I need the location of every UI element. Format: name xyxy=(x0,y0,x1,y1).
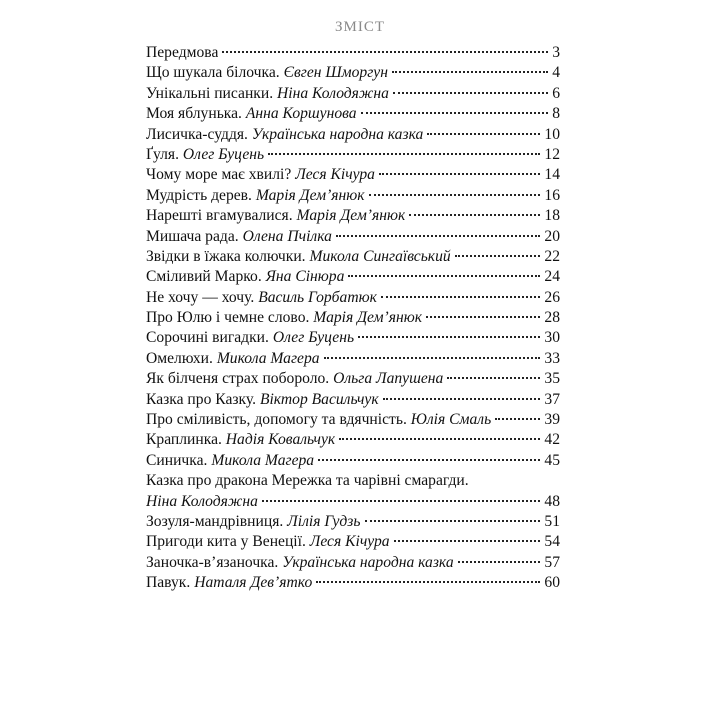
dot-leader xyxy=(458,561,541,563)
toc-entry-author: Леся Кічура xyxy=(309,533,390,551)
toc-entry-page: 10 xyxy=(544,125,560,143)
toc-entry-title: Як білченя страх побороло. xyxy=(146,370,334,388)
toc-entry-line1 xyxy=(146,471,560,491)
dot-leader xyxy=(339,438,540,440)
toc-entry-title: Мишача рада. xyxy=(146,227,243,245)
toc-entry-author: Ніна Колодяжна xyxy=(277,84,389,102)
toc-entry-page: 8 xyxy=(552,105,560,123)
toc-entry-page: 28 xyxy=(544,309,560,327)
toc-entry-title: Не хочу — хочу. xyxy=(146,288,259,306)
toc-entry-title: Про Юлю і чемне слово. xyxy=(146,309,314,327)
dot-leader xyxy=(336,235,541,237)
dot-leader xyxy=(381,296,541,298)
toc-entry xyxy=(146,349,560,369)
toc-entry xyxy=(146,430,560,450)
dot-leader xyxy=(348,275,540,277)
toc-entry-title: Казка про дракона Мережка та чарівні смарагди. xyxy=(146,472,469,490)
toc-entry-text xyxy=(146,410,491,430)
toc-entry-text xyxy=(146,492,258,512)
toc-entry-page: 51 xyxy=(544,512,560,530)
toc-entry-author: Микола Магера xyxy=(216,349,320,367)
toc-entry-title: Пригоди кита у Венеції. xyxy=(146,533,310,551)
toc-entry-page: 14 xyxy=(544,166,560,184)
dot-leader xyxy=(392,71,548,73)
dot-leader xyxy=(318,459,540,461)
dot-leader xyxy=(316,581,540,583)
toc-entry xyxy=(146,390,560,410)
dot-leader xyxy=(365,520,541,522)
toc-entry-title: Краплинка. xyxy=(146,431,226,449)
toc-entry-title: Сміливий Марко. xyxy=(146,268,266,286)
toc-entry-author: Ольга Лапушена xyxy=(333,370,444,388)
dot-leader xyxy=(394,540,541,542)
toc-entry-page: 12 xyxy=(544,145,560,163)
toc-entry-author: Леся Кічура xyxy=(295,166,375,184)
toc-entry-title: Сорочині вигадки. xyxy=(146,329,273,347)
toc-entry-page: 35 xyxy=(544,370,560,388)
dot-leader xyxy=(268,153,540,155)
toc-entry-author: Надія Ковальчук xyxy=(225,431,336,449)
toc-entry xyxy=(146,227,560,247)
toc-entry-text xyxy=(146,104,357,124)
toc-entry-author: Ніна Колодяжна xyxy=(146,492,258,510)
toc-entry-page: 60 xyxy=(544,574,560,592)
page-title: ЗМІСТ xyxy=(334,19,385,35)
toc-entry xyxy=(146,84,560,104)
toc-entry-title: Нарешті вгамувалися. xyxy=(146,207,297,225)
toc-entry-author: Василь Горбатюк xyxy=(258,288,377,306)
dot-leader xyxy=(262,500,540,502)
toc-entry-text xyxy=(146,227,332,247)
toc-entry-title: Павук. xyxy=(146,574,195,592)
toc-entry xyxy=(146,206,560,226)
toc-entry-page: 57 xyxy=(544,553,560,571)
toc-entry-text xyxy=(146,532,390,552)
toc-entry-text xyxy=(146,43,218,63)
toc-entry-title: Ґуля. xyxy=(146,145,183,163)
toc-entry-author: Микола Сингаївський xyxy=(309,247,451,265)
toc-entry-text xyxy=(146,247,451,267)
toc-entry-text xyxy=(146,267,344,287)
toc-entry-page: 54 xyxy=(544,533,560,551)
dot-leader xyxy=(369,194,541,196)
toc-entry-title: Казка про Казку. xyxy=(146,390,260,408)
toc-entry-title: Синичка. xyxy=(146,451,212,469)
toc-entry-author: Лілія Гудзь xyxy=(287,512,361,530)
toc-entry-title: Передмова xyxy=(146,44,219,61)
toc-entry-text xyxy=(146,288,377,308)
toc-entry xyxy=(146,267,560,287)
toc-entry-text xyxy=(146,390,379,410)
toc-entry-author: Віктор Васильчук xyxy=(259,390,379,408)
toc-entry xyxy=(146,328,560,348)
toc-entry-text xyxy=(146,573,312,593)
dot-leader xyxy=(393,92,548,94)
toc-entry-author: Українська народна казка xyxy=(282,553,454,571)
toc-entry-page: 16 xyxy=(544,186,560,204)
toc-entry-author: Марія Дем’янюк xyxy=(255,186,365,204)
toc-entry-text xyxy=(146,186,365,206)
toc-entry-author: Українська народна казка xyxy=(251,125,424,143)
toc-entry xyxy=(146,410,560,430)
toc-entry-page: 42 xyxy=(544,431,560,449)
toc-entry-page: 30 xyxy=(544,329,560,347)
toc-entry-author: Олег Буцень xyxy=(272,329,355,347)
toc-entry-title: Чому море має хвилі? xyxy=(146,166,296,184)
toc-entry-text xyxy=(146,206,405,226)
toc-entry-text xyxy=(146,165,375,185)
toc-entry xyxy=(146,471,560,512)
dot-leader xyxy=(455,255,541,257)
toc-entry-author: Марія Дем’янюк xyxy=(296,207,406,225)
dot-leader xyxy=(361,112,549,114)
toc-entry xyxy=(146,63,560,83)
toc-entry xyxy=(146,145,560,165)
toc-entry-title: Звідки в їжака колючки. xyxy=(146,247,310,265)
toc-entry-title: Про сміливість, допомогу та вдячність. xyxy=(146,411,411,429)
toc-entry-author: Микола Магера xyxy=(211,451,315,469)
toc-entry-title: Лисичка-суддя. xyxy=(146,125,252,143)
toc-entry-page: 4 xyxy=(552,64,560,82)
dot-leader xyxy=(222,51,548,53)
toc-entry-text xyxy=(146,125,423,145)
toc-entry xyxy=(146,512,560,532)
toc-entry-page: 26 xyxy=(544,288,560,306)
toc-entry-author: Євген Шморгун xyxy=(283,64,388,82)
toc-entry-text xyxy=(146,308,422,328)
toc-entry-author: Юлія Смаль xyxy=(410,411,492,429)
toc-entry xyxy=(146,451,560,471)
toc-entry-title: Що шукала білочка. xyxy=(146,64,284,82)
toc-entry xyxy=(146,288,560,308)
toc-entry-page: 33 xyxy=(544,349,560,367)
toc-entry-line2 xyxy=(146,492,560,512)
toc-entry-title: Зозуля-мандрівниця. xyxy=(146,512,288,530)
toc-entry xyxy=(146,553,560,573)
toc-entry-page: 18 xyxy=(544,207,560,225)
toc-entry xyxy=(146,573,560,593)
toc-entry xyxy=(146,186,560,206)
toc-entry-author: Анна Коршунова xyxy=(245,105,357,123)
toc-entry-page: 39 xyxy=(544,411,560,429)
toc-entry xyxy=(146,125,560,145)
toc-entry-author: Наталя Дев’ятко xyxy=(194,574,313,592)
toc-entry-text xyxy=(146,369,443,389)
toc-entry-author: Марія Дем’янюк xyxy=(313,309,423,327)
toc-entry xyxy=(146,165,560,185)
dot-leader xyxy=(379,173,540,175)
dot-leader xyxy=(358,336,540,338)
toc-entry xyxy=(146,308,560,328)
table-of-contents xyxy=(146,43,560,594)
toc-entry-page: 45 xyxy=(544,451,560,469)
toc-entry-author: Олег Буцень xyxy=(182,145,265,163)
toc-entry-page: 6 xyxy=(552,84,560,102)
toc-entry-text xyxy=(146,84,389,104)
dot-leader xyxy=(324,357,541,359)
dot-leader xyxy=(447,377,540,379)
toc-entry xyxy=(146,104,560,124)
toc-entry-page: 20 xyxy=(544,227,560,245)
toc-entry xyxy=(146,532,560,552)
toc-entry xyxy=(146,369,560,389)
toc-entry-title: Заночка-в’язаночка. xyxy=(146,553,283,571)
toc-entry-text xyxy=(146,512,361,532)
toc-entry-page: 24 xyxy=(544,268,560,286)
dot-leader xyxy=(383,398,541,400)
toc-entry-title: Мудрість дерев. xyxy=(146,186,256,204)
toc-entry-text xyxy=(146,328,354,348)
toc-entry xyxy=(146,247,560,267)
toc-entry-title: Унікальні писанки. xyxy=(146,84,278,102)
toc-entry-author: Яна Сінюра xyxy=(265,268,345,286)
toc-entry-text xyxy=(146,430,335,450)
dot-leader xyxy=(409,214,540,216)
dot-leader xyxy=(495,418,540,420)
toc-entry-text xyxy=(146,451,314,471)
toc-entry-page: 37 xyxy=(544,390,560,408)
toc-entry-text xyxy=(146,145,264,165)
toc-entry-text xyxy=(146,63,388,83)
toc-entry-text xyxy=(146,553,454,573)
toc-entry-page: 3 xyxy=(552,44,560,61)
toc-entry xyxy=(146,43,560,63)
toc-entry-page: 22 xyxy=(544,247,560,265)
dot-leader xyxy=(426,316,540,318)
toc-entry-title: Моя яблунька. xyxy=(146,105,246,123)
dot-leader xyxy=(427,133,540,135)
toc-entry-author: Олена Пчілка xyxy=(242,227,332,245)
toc-entry-title: Омелюхи. xyxy=(146,349,217,367)
toc-entry-text xyxy=(146,349,320,369)
toc-entry-page: 48 xyxy=(544,492,560,510)
